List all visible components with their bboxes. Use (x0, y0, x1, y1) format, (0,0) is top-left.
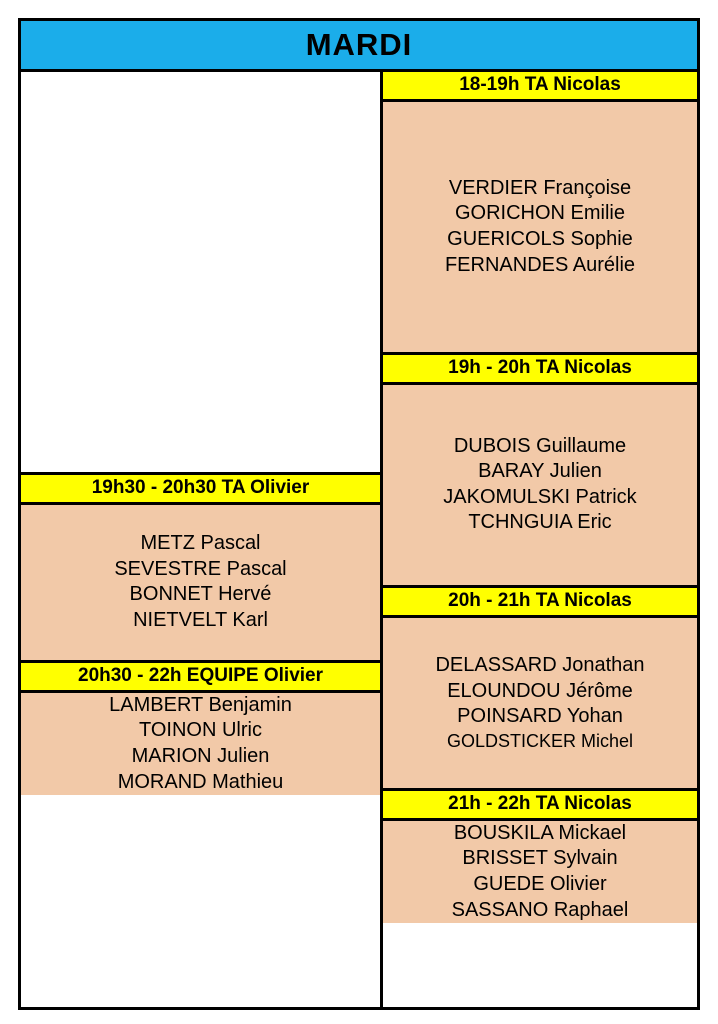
slot-nicolas-2122[interactable] (383, 788, 697, 923)
day-header (21, 21, 697, 72)
participant-name: DELASSARD Jonathan (435, 653, 645, 676)
participant-name: BRISSET Sylvain (462, 847, 618, 870)
slot-title: 19h30 - 20h30 TA Olivier (21, 472, 380, 505)
participant-name: NIETVELT Karl (133, 609, 268, 632)
left-column (21, 72, 383, 1007)
slot-title: 19h - 20h TA Nicolas (383, 352, 697, 385)
slot-nicolas-2021[interactable] (383, 585, 697, 788)
participant-name: JAKOMULSKI Patrick (443, 485, 637, 508)
slot-participants (383, 618, 697, 788)
participant-name: MARION Julien (131, 745, 270, 768)
participant-name: GUEDE Olivier (473, 872, 607, 895)
participant-name: GUERICOLS Sophie (447, 227, 633, 250)
page-title: MARDI (305, 27, 413, 62)
schedule-table (18, 18, 700, 1010)
participant-name: BOUSKILA Mickael (453, 821, 627, 844)
participant-name: MORAND Mathieu (117, 770, 284, 793)
slot-title: 20h30 - 22h EQUIPE Olivier (21, 660, 380, 693)
participant-name: SASSANO Raphael (451, 898, 629, 921)
participant-name: GORICHON Emilie (454, 202, 625, 225)
slot-title: 20h - 21h TA Nicolas (383, 585, 697, 618)
slot-nicolas-1819[interactable] (383, 72, 697, 352)
participant-name: METZ Pascal (140, 532, 261, 555)
participant-name: TOINON Ulric (139, 719, 262, 742)
slot-equipe-2030[interactable] (21, 660, 380, 795)
schedule-columns (21, 72, 697, 1007)
participant-name: POINSARD Yohan (457, 705, 623, 728)
slot-participants (383, 385, 697, 585)
participant-name: DUBOIS Guillaume (453, 434, 627, 457)
slot-title: 18-19h TA Nicolas (383, 72, 697, 102)
participant-name: SEVESTRE Pascal (114, 557, 287, 580)
participant-name: FERNANDES Aurélie (444, 253, 636, 276)
slot-participants (21, 693, 380, 795)
slot-olivier-1930[interactable] (21, 472, 380, 660)
participant-name: BONNET Hervé (129, 583, 272, 606)
empty-slot-block (21, 72, 380, 472)
participant-name: ELOUNDOU Jérôme (447, 679, 633, 702)
slot-nicolas-1920[interactable] (383, 352, 697, 585)
right-column (383, 72, 697, 1007)
slot-participants (383, 102, 697, 352)
participant-name: VERDIER Françoise (448, 176, 632, 199)
participant-name: TCHNGUIA Eric (468, 511, 612, 534)
slot-title: 21h - 22h TA Nicolas (383, 788, 697, 821)
slot-participants (383, 821, 697, 923)
slot-participants (21, 505, 380, 660)
participant-name: BARAY Julien (478, 460, 602, 483)
participant-name: GOLDSTICKER Michel (446, 730, 634, 751)
participant-name: LAMBERT Benjamin (109, 693, 292, 716)
